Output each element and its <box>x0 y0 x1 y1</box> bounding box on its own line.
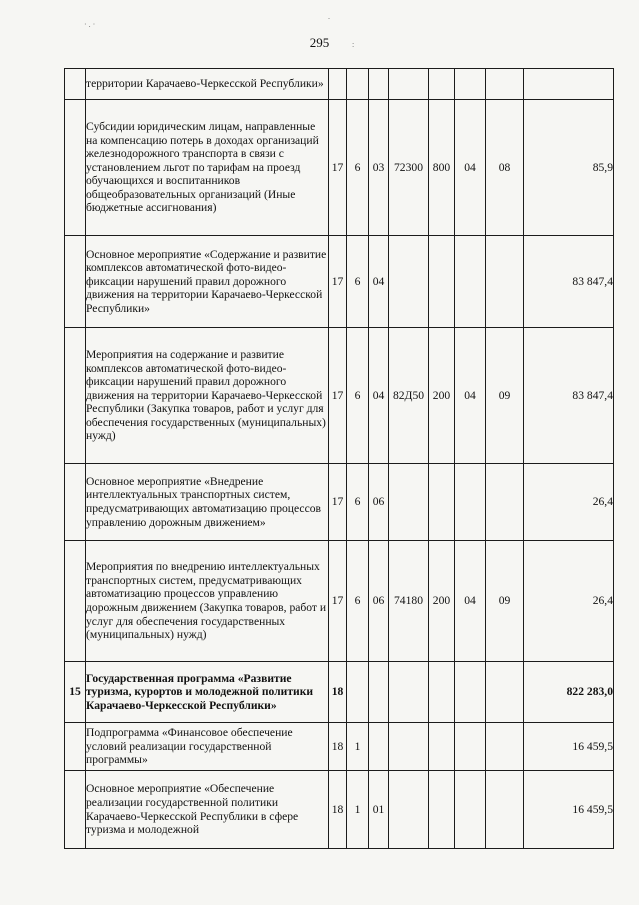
expense-type-code <box>429 662 455 723</box>
subprogram-code: 6 <box>347 100 369 236</box>
section-code <box>455 236 486 328</box>
row-name: территории Карачаево-Черкесской Республики» <box>86 69 329 100</box>
subprogram-code <box>347 662 369 723</box>
amount: 822 283,0 <box>524 662 614 723</box>
section-code <box>455 723 486 771</box>
row-name: Мероприятия по внедрению интеллектуальных транспортных систем, предусматривающих автоматизацию процессов управлению дорожным движением (Закупка товаров, работ и услуг для обеспечения государственных (муниципальных) нужд) <box>86 541 329 662</box>
activity-code: 04 <box>369 236 389 328</box>
subprogram-code: 1 <box>347 771 369 849</box>
direction-code <box>389 464 429 541</box>
amount: 16 459,5 <box>524 771 614 849</box>
expense-type-code <box>429 69 455 100</box>
row-number <box>65 69 86 100</box>
section-code: 04 <box>455 541 486 662</box>
expense-type-code <box>429 723 455 771</box>
section-code <box>455 771 486 849</box>
table-row <box>65 69 614 100</box>
row-number <box>65 236 86 328</box>
section-code <box>455 464 486 541</box>
section-code: 04 <box>455 100 486 236</box>
activity-code <box>369 723 389 771</box>
row-number <box>65 464 86 541</box>
row-number <box>65 328 86 464</box>
row-number <box>65 541 86 662</box>
row-name: Основное мероприятие «Внедрение интеллектуальных транспортных систем, предусматривающих автоматизацию процессов управлению дорожным движением» <box>86 464 329 541</box>
direction-code <box>389 723 429 771</box>
scan-speck: . <box>328 12 330 21</box>
table-row <box>65 723 614 771</box>
program-code: 18 <box>329 723 347 771</box>
row-number <box>65 723 86 771</box>
subprogram-code: 6 <box>347 328 369 464</box>
activity-code: 06 <box>369 541 389 662</box>
expense-type-code: 200 <box>429 328 455 464</box>
program-code: 17 <box>329 541 347 662</box>
subsection-code: 09 <box>486 328 524 464</box>
subprogram-code: 6 <box>347 464 369 541</box>
scan-speck: · . · <box>84 20 96 29</box>
subsection-code <box>486 69 524 100</box>
direction-code <box>389 771 429 849</box>
direction-code: 72300 <box>389 100 429 236</box>
row-number <box>65 771 86 849</box>
amount: 26,4 <box>524 541 614 662</box>
expense-type-code <box>429 464 455 541</box>
table-row <box>65 541 614 662</box>
amount <box>524 69 614 100</box>
program-code: 17 <box>329 100 347 236</box>
table-row <box>65 662 614 723</box>
direction-code <box>389 236 429 328</box>
expense-type-code <box>429 771 455 849</box>
table-row <box>65 771 614 849</box>
page-number: 295 <box>309 35 330 50</box>
amount: 26,4 <box>524 464 614 541</box>
section-code <box>455 662 486 723</box>
table-row <box>65 100 614 236</box>
subprogram-code: 6 <box>347 236 369 328</box>
subsection-code <box>486 236 524 328</box>
row-name: Субсидии юридическим лицам, направленные на компенсацию потерь в доходах организаций железнодорожного транспорта в связи с установлением льгот по тарифам на проезд обучающихся и воспитанников общеобразовательных организаций (Иные бюджетные ассигнования) <box>86 100 329 236</box>
table-row <box>65 328 614 464</box>
direction-code <box>389 662 429 723</box>
subprogram-code: 6 <box>347 541 369 662</box>
direction-code: 82Д50 <box>389 328 429 464</box>
row-number <box>65 100 86 236</box>
section-code: 04 <box>455 328 486 464</box>
program-code: 17 <box>329 236 347 328</box>
subsection-code <box>486 662 524 723</box>
amount: 16 459,5 <box>524 723 614 771</box>
subsection-code: 09 <box>486 541 524 662</box>
activity-code: 06 <box>369 464 389 541</box>
expense-type-code: 800 <box>429 100 455 236</box>
table-row <box>65 236 614 328</box>
budget-table <box>64 68 614 849</box>
direction-code <box>389 69 429 100</box>
subprogram-code: 1 <box>347 723 369 771</box>
subsection-code: 08 <box>486 100 524 236</box>
activity-code: 01 <box>369 771 389 849</box>
subsection-code <box>486 723 524 771</box>
table-row <box>65 464 614 541</box>
row-name: Подпрограмма «Финансовое обеспечение условий реализации государственной программы» <box>86 723 329 771</box>
activity-code: 03 <box>369 100 389 236</box>
amount: 83 847,4 <box>524 236 614 328</box>
activity-code <box>369 662 389 723</box>
program-code: 18 <box>329 662 347 723</box>
expense-type-code: 200 <box>429 541 455 662</box>
activity-code <box>369 69 389 100</box>
row-number: 15 <box>65 662 86 723</box>
subsection-code <box>486 771 524 849</box>
amount: 83 847,4 <box>524 328 614 464</box>
row-name: Государственная программа «Развитие туризма, курортов и молодежной политики Карачаево-Черкесской Республики» <box>86 662 329 723</box>
row-name: Основное мероприятие «Содержание и развитие комплексов автоматической фото-видео-фиксации нарушений правил дорожного движения на территории Карачаево-Черкесской Республики» <box>86 236 329 328</box>
scan-speck: : <box>352 40 355 49</box>
program-code: 18 <box>329 771 347 849</box>
program-code: 17 <box>329 464 347 541</box>
expense-type-code <box>429 236 455 328</box>
amount: 85,9 <box>524 100 614 236</box>
program-code <box>329 69 347 100</box>
row-name: Мероприятия на содержание и развитие комплексов автоматической фото-видео-фиксации нарушений правил дорожного движения на территории Карачаево-Черкесской Республики (Закупка товаров, работ и услуг для обеспечения государственных (муниципальных) нужд) <box>86 328 329 464</box>
subsection-code <box>486 464 524 541</box>
direction-code: 74180 <box>389 541 429 662</box>
table-body <box>65 69 614 849</box>
row-name: Основное мероприятие «Обеспечение реализации государственной политики Карачаево-Черкесской Республики в сфере туризма и молодежной <box>86 771 329 849</box>
program-code: 17 <box>329 328 347 464</box>
section-code <box>455 69 486 100</box>
subprogram-code <box>347 69 369 100</box>
activity-code: 04 <box>369 328 389 464</box>
